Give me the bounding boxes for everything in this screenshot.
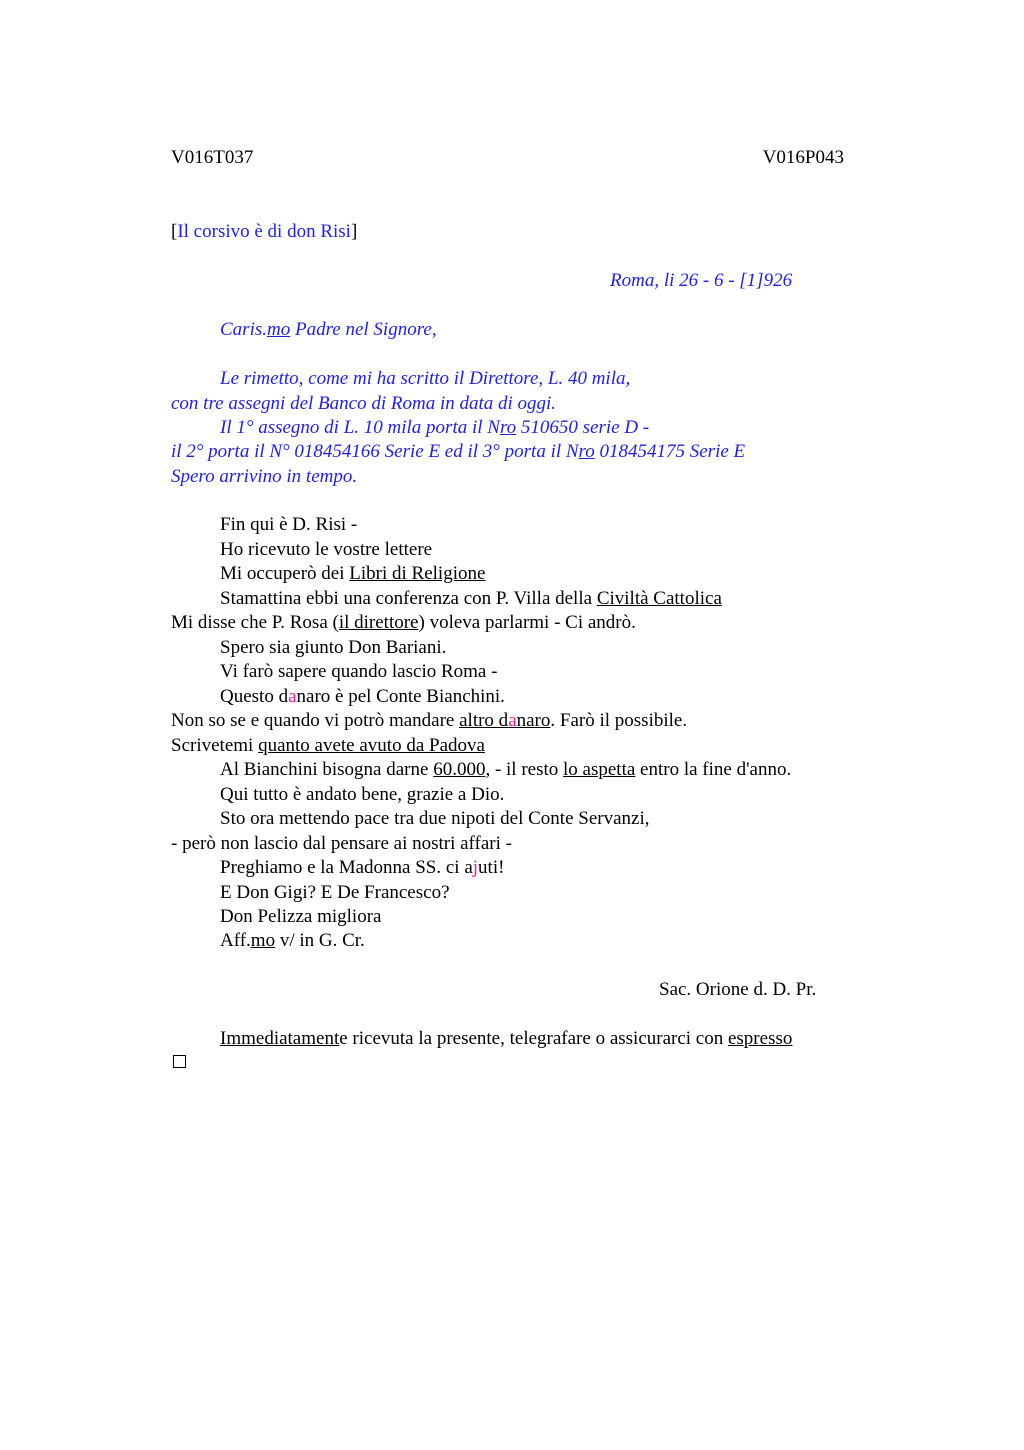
bracket-close: ] (350, 221, 358, 242)
text-span: Mi disse che P. Rosa ( (171, 612, 339, 633)
text-span: Mi occuperò dei (220, 563, 350, 584)
document-code-right: V016P043 (762, 147, 844, 168)
text-span: uti! (478, 857, 505, 878)
orione-line (220, 856, 504, 880)
corrected-letter: a (288, 686, 297, 707)
editor-note-text: Il corsivo è di don Risi (177, 221, 351, 242)
text-span: Stamattina ebbi una conferenza con P. Villa della (220, 588, 597, 609)
underlined-abbrev: ro (578, 441, 595, 462)
underlined-abbrev: mo (250, 930, 276, 951)
text-span: . Farò il possibile. (550, 710, 688, 731)
corrected-letter: a (508, 710, 517, 731)
text-span: 510650 serie D - (516, 417, 650, 438)
text-span: , - il resto (485, 759, 564, 780)
text-span: Preghiamo e la Madonna SS. ci a (220, 857, 473, 878)
risi-line: Le rimetto, come mi ha scritto il Direttore, L. 40 mila, (220, 368, 631, 389)
text-span: Scrivetemi (171, 735, 259, 756)
underlined-abbrev: ro (499, 417, 517, 438)
orione-line: Vi farò sapere quando lascio Roma - (220, 661, 498, 682)
salutation-part: Caris. (220, 319, 267, 340)
orione-line: Spero sia giunto Don Bariani. (220, 637, 447, 658)
orione-line: Qui tutto è andato bene, grazie a Dio. (220, 784, 505, 805)
text-span: e ricevuta la presente, telegrafare o assicurarci con (339, 1028, 728, 1049)
text-span: il 2° porta il N° 018454166 Serie E ed il 3° porta il N (171, 441, 579, 462)
underlined-text: Libri di Religione (349, 563, 486, 584)
orione-line: Don Pelizza migliora (220, 906, 382, 927)
letter-date: Roma, li 26 - 6 - [1]926 (610, 270, 793, 291)
risi-line (220, 416, 649, 440)
underlined-text: lo aspetta (563, 759, 636, 780)
orione-line (220, 758, 791, 782)
bracket-open: [ (171, 221, 178, 242)
text-span: ) voleva parlarmi - Ci andrò. (418, 612, 636, 633)
closing (220, 929, 365, 953)
risi-line (171, 440, 745, 464)
salutation-abbrev: mo (267, 319, 291, 340)
salutation-part: Padre nel Signore, (290, 319, 437, 340)
orione-line (220, 562, 485, 586)
document-code-left: V016T037 (171, 147, 254, 168)
signature: Sac. Orione d. D. Pr. (659, 979, 817, 1000)
orione-line: Ho ricevuto le vostre lettere (220, 539, 433, 560)
risi-line: con tre assegni del Banco di Roma in data di oggi. (171, 393, 557, 414)
editor-note (171, 220, 357, 244)
text-span: Aff. (220, 930, 251, 951)
orione-line (171, 611, 636, 635)
text-span: v/ in G. Cr. (275, 930, 365, 951)
underlined-text: il direttore (338, 612, 419, 633)
orione-line (171, 709, 687, 733)
orione-line (220, 685, 505, 709)
orione-line (220, 587, 722, 611)
text-span: Questo d (220, 686, 289, 707)
orione-line: Fin qui è D. Risi - (220, 514, 358, 535)
underlined-text: espresso (727, 1028, 793, 1049)
text-span: naro è pel Conte Bianchini. (296, 686, 505, 707)
underlined-text: Civiltà Cattolica (596, 588, 722, 609)
salutation (220, 318, 437, 342)
text-span: Il 1° assegno di L. 10 mila porta il N (220, 417, 500, 438)
postscript (220, 1027, 792, 1051)
orione-line: - però non lascio dal pensare ai nostri affari - (171, 833, 512, 854)
underlined-text: Immediatament (220, 1028, 340, 1049)
missing-character-box (173, 1055, 186, 1068)
risi-line: Spero arrivino in tempo. (171, 466, 358, 487)
text-span: naro (516, 710, 551, 731)
text-span: altro d (459, 710, 509, 731)
text-span: entro la fine d'anno. (635, 759, 792, 780)
orione-line: Sto ora mettendo pace tra due nipoti del Conte Servanzi, (220, 808, 650, 829)
underlined-text: quanto avete avuto da Padova (258, 735, 485, 756)
text-span: Non so se e quando vi potrò mandare (171, 710, 460, 731)
underlined-text (459, 710, 550, 731)
underlined-text: 60.000 (433, 759, 486, 780)
text-span: Al Bianchini bisogna darne (220, 759, 434, 780)
orione-line: E Don Gigi? E De Francesco? (220, 882, 450, 903)
corrected-letter: j (472, 857, 479, 878)
text-span: 018454175 Serie E (594, 441, 746, 462)
orione-line (171, 734, 485, 758)
